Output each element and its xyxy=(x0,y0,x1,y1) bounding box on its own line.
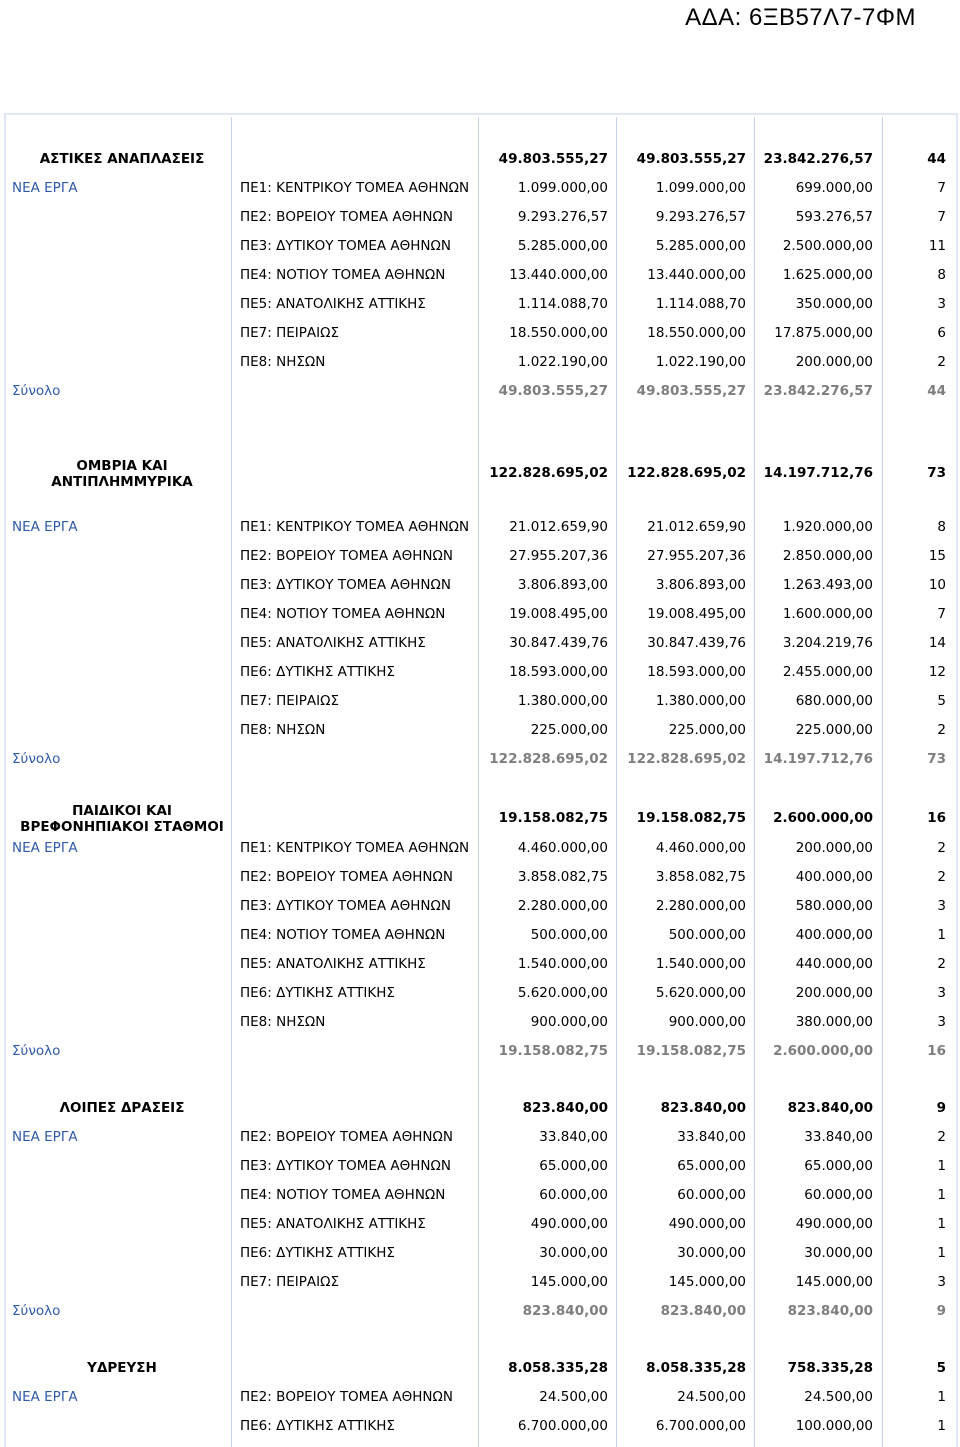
region-label: ΠΕ5: ΑΝΑΤΟΛΙΚΗΣ ΑΤΤΙΚΗΣ xyxy=(240,956,426,972)
count: 2 xyxy=(937,840,946,856)
table-row xyxy=(6,348,956,377)
region-label: ΠΕ3: ΔΥΤΙΚΟΥ ΤΟΜΕΑ ΑΘΗΝΩΝ xyxy=(240,898,451,914)
value-3: 680.000,00 xyxy=(795,693,873,709)
total-1: 19.158.082,75 xyxy=(498,1043,608,1059)
total-count: 44 xyxy=(927,383,946,399)
region-label: ΠΕ4: ΝΟΤΙΟΥ ΤΟΜΕΑ ΑΘΗΝΩΝ xyxy=(240,927,446,943)
value-1: 13.440.000,00 xyxy=(509,267,608,283)
value-2: 60.000,00 xyxy=(677,1187,746,1203)
region-label: ΠΕ2: ΒΟΡΕΙΟΥ ΤΟΜΕΑ ΑΘΗΝΩΝ xyxy=(240,548,453,564)
table-row xyxy=(6,232,956,261)
value-3: 1.263.493,00 xyxy=(782,577,873,593)
value-1: 5.620.000,00 xyxy=(517,985,608,1001)
new-works-label: ΝΕΑ ΕΡΓΑ xyxy=(12,180,78,196)
value-2: 18.550.000,00 xyxy=(647,325,746,341)
value-3: 225.000,00 xyxy=(795,722,873,738)
region-label: ΠΕ1: ΚΕΝΤΡΙΚΟΥ ΤΟΜΕΑ ΑΘΗΝΩΝ xyxy=(240,180,470,196)
value-2: 500.000,00 xyxy=(668,927,746,943)
value-1: 18.593.000,00 xyxy=(509,664,608,680)
count: 5 xyxy=(937,693,946,709)
value-2: 21.012.659,90 xyxy=(647,519,746,535)
total-label: Σύνολο xyxy=(12,1303,61,1319)
section-header-row xyxy=(6,801,956,835)
value-3: 350.000,00 xyxy=(795,296,873,312)
value-3: 145.000,00 xyxy=(795,1274,873,1290)
value-2: 18.593.000,00 xyxy=(647,664,746,680)
count: 7 xyxy=(937,209,946,225)
value-1: 900.000,00 xyxy=(530,1014,608,1030)
table-body xyxy=(6,115,956,1447)
region-label: ΠΕ5: ΑΝΑΤΟΛΙΚΗΣ ΑΤΤΙΚΗΣ xyxy=(240,635,426,651)
value-2: 900.000,00 xyxy=(668,1014,746,1030)
region-label: ΠΕ4: ΝΟΤΙΟΥ ΤΟΜΕΑ ΑΘΗΝΩΝ xyxy=(240,1187,446,1203)
value-3: 580.000,00 xyxy=(795,898,873,914)
table-row xyxy=(6,571,956,600)
section-count: 44 xyxy=(927,151,946,167)
value-1: 1.099.000,00 xyxy=(517,180,608,196)
value-3: 1.625.000,00 xyxy=(782,267,873,283)
region-label: ΠΕ8: ΝΗΣΩΝ xyxy=(240,722,326,738)
value-2: 27.955.207,36 xyxy=(647,548,746,564)
value-3: 2.500.000,00 xyxy=(782,238,873,254)
table-row xyxy=(6,319,956,348)
table-row xyxy=(6,1268,956,1297)
region-label: ΠΕ1: ΚΕΝΤΡΙΚΟΥ ΤΟΜΕΑ ΑΘΗΝΩΝ xyxy=(240,840,470,856)
region-label: ΠΕ5: ΑΝΑΤΟΛΙΚΗΣ ΑΤΤΙΚΗΣ xyxy=(240,296,426,312)
value-2: 6.700.000,00 xyxy=(655,1418,746,1434)
table-row xyxy=(6,716,956,745)
section-total-1: 8.058.335,28 xyxy=(508,1360,608,1376)
value-1: 490.000,00 xyxy=(530,1216,608,1232)
value-1: 145.000,00 xyxy=(530,1274,608,1290)
value-3: 2.850.000,00 xyxy=(782,548,873,564)
table-row xyxy=(6,658,956,687)
table-row xyxy=(6,600,956,629)
region-label: ΠΕ2: ΒΟΡΕΙΟΥ ΤΟΜΕΑ ΑΘΗΝΩΝ xyxy=(240,1389,453,1405)
value-3: 400.000,00 xyxy=(795,869,873,885)
region-label: ΠΕ6: ΔΥΤΙΚΗΣ ΑΤΤΙΚΗΣ xyxy=(240,1418,395,1434)
new-works-label: ΝΕΑ ΕΡΓΑ xyxy=(12,1129,78,1145)
section-total-3: 2.600.000,00 xyxy=(773,810,873,826)
value-3: 2.455.000,00 xyxy=(782,664,873,680)
section-total-3: 23.842.276,57 xyxy=(763,151,873,167)
count: 3 xyxy=(937,296,946,312)
region-label: ΠΕ3: ΔΥΤΙΚΟΥ ΤΟΜΕΑ ΑΘΗΝΩΝ xyxy=(240,577,451,593)
table-row xyxy=(6,834,956,863)
value-2: 30.847.439,76 xyxy=(647,635,746,651)
region-label: ΠΕ7: ΠΕΙΡΑΙΩΣ xyxy=(240,693,339,709)
value-1: 3.806.893,00 xyxy=(517,577,608,593)
total-3: 23.842.276,57 xyxy=(763,383,873,399)
region-label: ΠΕ4: ΝΟΤΙΟΥ ΤΟΜΕΑ ΑΘΗΝΩΝ xyxy=(240,606,446,622)
table-row xyxy=(6,979,956,1008)
section-total-1: 122.828.695,02 xyxy=(489,465,608,481)
section-total-1: 49.803.555,27 xyxy=(498,151,608,167)
count: 2 xyxy=(937,869,946,885)
count: 3 xyxy=(937,1014,946,1030)
section-count: 5 xyxy=(936,1360,946,1376)
count: 6 xyxy=(937,325,946,341)
region-label: ΠΕ3: ΔΥΤΙΚΟΥ ΤΟΜΕΑ ΑΘΗΝΩΝ xyxy=(240,238,451,254)
region-label: ΠΕ6: ΔΥΤΙΚΗΣ ΑΤΤΙΚΗΣ xyxy=(240,985,395,1001)
section-title-line-2: ΑΝΤΙΠΛΗΜΜΥΡΙΚΑ xyxy=(51,474,193,490)
section-total-2: 8.058.335,28 xyxy=(646,1360,746,1376)
value-1: 1.022.190,00 xyxy=(517,354,608,370)
value-1: 65.000,00 xyxy=(539,1158,608,1174)
table-row xyxy=(6,1239,956,1268)
value-3: 24.500,00 xyxy=(804,1389,873,1405)
value-2: 225.000,00 xyxy=(668,722,746,738)
count: 1 xyxy=(937,1187,946,1203)
value-2: 3.806.893,00 xyxy=(655,577,746,593)
value-3: 65.000,00 xyxy=(804,1158,873,1174)
budget-table xyxy=(4,113,958,1447)
value-1: 1.540.000,00 xyxy=(517,956,608,972)
value-2: 65.000,00 xyxy=(677,1158,746,1174)
value-3: 200.000,00 xyxy=(795,840,873,856)
table-row xyxy=(6,203,956,232)
count: 2 xyxy=(937,956,946,972)
count: 2 xyxy=(937,354,946,370)
section-header-row xyxy=(6,1094,956,1123)
total-row xyxy=(6,1037,956,1066)
value-2: 3.858.082,75 xyxy=(655,869,746,885)
table-row xyxy=(6,290,956,319)
value-1: 1.380.000,00 xyxy=(517,693,608,709)
count: 1 xyxy=(937,1389,946,1405)
value-1: 19.008.495,00 xyxy=(509,606,608,622)
table-row xyxy=(6,1383,956,1412)
section-total-2: 823.840,00 xyxy=(660,1100,746,1116)
value-1: 24.500,00 xyxy=(539,1389,608,1405)
total-3: 14.197.712,76 xyxy=(763,751,873,767)
region-label: ΠΕ8: ΝΗΣΩΝ xyxy=(240,354,326,370)
total-label: Σύνολο xyxy=(12,383,61,399)
count: 1 xyxy=(937,1216,946,1232)
value-3: 3.204.219,76 xyxy=(782,635,873,651)
region-label: ΠΕ2: ΒΟΡΕΙΟΥ ΤΟΜΕΑ ΑΘΗΝΩΝ xyxy=(240,869,453,885)
count: 10 xyxy=(928,577,946,593)
table-row xyxy=(6,687,956,716)
total-label: Σύνολο xyxy=(12,751,61,767)
value-1: 18.550.000,00 xyxy=(509,325,608,341)
section-title: ΑΣΤΙΚΕΣ ΑΝΑΠΛΑΣΕΙΣ xyxy=(39,151,205,167)
section-total-3: 823.840,00 xyxy=(787,1100,873,1116)
section-header-row xyxy=(6,1354,956,1383)
value-2: 145.000,00 xyxy=(668,1274,746,1290)
count: 1 xyxy=(937,1418,946,1434)
value-1: 27.955.207,36 xyxy=(509,548,608,564)
value-2: 1.114.088,70 xyxy=(655,296,746,312)
total-1: 823.840,00 xyxy=(522,1303,608,1319)
new-works-label: ΝΕΑ ΕΡΓΑ xyxy=(12,519,78,535)
document-id: ΑΔΑ: 6ΞΒ57Λ7-7ΦΜ xyxy=(685,4,916,31)
count: 1 xyxy=(937,1158,946,1174)
table-row xyxy=(6,892,956,921)
total-count: 73 xyxy=(927,751,946,767)
section-header-row xyxy=(6,145,956,174)
region-label: ΠΕ6: ΔΥΤΙΚΗΣ ΑΤΤΙΚΗΣ xyxy=(240,1245,395,1261)
value-1: 33.840,00 xyxy=(539,1129,608,1145)
table-row xyxy=(6,1412,956,1441)
section-count: 9 xyxy=(936,1100,946,1116)
total-2: 19.158.082,75 xyxy=(636,1043,746,1059)
section-total-1: 823.840,00 xyxy=(522,1100,608,1116)
value-3: 33.840,00 xyxy=(804,1129,873,1145)
value-1: 500.000,00 xyxy=(530,927,608,943)
value-3: 380.000,00 xyxy=(795,1014,873,1030)
section-total-3: 758.335,28 xyxy=(787,1360,873,1376)
value-1: 21.012.659,90 xyxy=(509,519,608,535)
count: 1 xyxy=(937,927,946,943)
total-row xyxy=(6,377,956,406)
value-2: 24.500,00 xyxy=(677,1389,746,1405)
new-works-label: ΝΕΑ ΕΡΓΑ xyxy=(12,840,78,856)
total-2: 823.840,00 xyxy=(660,1303,746,1319)
value-3: 1.920.000,00 xyxy=(782,519,873,535)
value-2: 2.280.000,00 xyxy=(655,898,746,914)
total-row xyxy=(6,1297,956,1326)
table-row xyxy=(6,174,956,203)
table-row xyxy=(6,629,956,658)
region-label: ΠΕ2: ΒΟΡΕΙΟΥ ΤΟΜΕΑ ΑΘΗΝΩΝ xyxy=(240,209,453,225)
value-1: 9.293.276,57 xyxy=(517,209,608,225)
value-3: 100.000,00 xyxy=(795,1418,873,1434)
section-title-line-2: ΒΡΕΦΟΝΗΠΙΑΚΟΙ ΣΤΑΘΜΟΙ xyxy=(20,819,224,835)
count: 3 xyxy=(937,898,946,914)
value-2: 1.099.000,00 xyxy=(655,180,746,196)
value-1: 5.285.000,00 xyxy=(517,238,608,254)
count: 11 xyxy=(928,238,946,254)
value-2: 33.840,00 xyxy=(677,1129,746,1145)
section-total-1: 19.158.082,75 xyxy=(498,810,608,826)
total-3: 2.600.000,00 xyxy=(773,1043,873,1059)
value-3: 1.600.000,00 xyxy=(782,606,873,622)
value-3: 200.000,00 xyxy=(795,354,873,370)
count: 3 xyxy=(937,985,946,1001)
value-3: 30.000,00 xyxy=(804,1245,873,1261)
section-title-line-1: ΟΜΒΡΙΑ ΚΑΙ xyxy=(76,458,168,474)
total-count: 9 xyxy=(936,1303,946,1319)
region-label: ΠΕ8: ΝΗΣΩΝ xyxy=(240,1014,326,1030)
value-3: 200.000,00 xyxy=(795,985,873,1001)
region-label: ΠΕ5: ΑΝΑΤΟΛΙΚΗΣ ΑΤΤΙΚΗΣ xyxy=(240,1216,426,1232)
table-row xyxy=(6,542,956,571)
value-2: 5.620.000,00 xyxy=(655,985,746,1001)
section-count: 16 xyxy=(927,810,946,826)
count: 15 xyxy=(928,548,946,564)
value-3: 440.000,00 xyxy=(795,956,873,972)
count: 7 xyxy=(937,606,946,622)
value-2: 5.285.000,00 xyxy=(655,238,746,254)
table-row xyxy=(6,513,956,542)
table-row xyxy=(6,950,956,979)
section-header-row xyxy=(6,456,956,490)
table-row xyxy=(6,261,956,290)
value-1: 225.000,00 xyxy=(530,722,608,738)
region-label: ΠΕ4: ΝΟΤΙΟΥ ΤΟΜΕΑ ΑΘΗΝΩΝ xyxy=(240,267,446,283)
value-1: 6.700.000,00 xyxy=(517,1418,608,1434)
value-2: 19.008.495,00 xyxy=(647,606,746,622)
total-label: Σύνολο xyxy=(12,1043,61,1059)
count: 8 xyxy=(937,519,946,535)
value-2: 1.380.000,00 xyxy=(655,693,746,709)
region-label: ΠΕ7: ΠΕΙΡΑΙΩΣ xyxy=(240,1274,339,1290)
section-count: 73 xyxy=(927,465,946,481)
new-works-label: ΝΕΑ ΕΡΓΑ xyxy=(12,1389,78,1405)
section-total-3: 14.197.712,76 xyxy=(763,465,873,481)
value-3: 60.000,00 xyxy=(804,1187,873,1203)
region-label: ΠΕ6: ΔΥΤΙΚΗΣ ΑΤΤΙΚΗΣ xyxy=(240,664,395,680)
value-2: 13.440.000,00 xyxy=(647,267,746,283)
value-1: 30.847.439,76 xyxy=(509,635,608,651)
value-2: 1.540.000,00 xyxy=(655,956,746,972)
count: 2 xyxy=(937,722,946,738)
section-title: ΛΟΙΠΕΣ ΔΡΑΣΕΙΣ xyxy=(59,1100,185,1116)
count: 12 xyxy=(928,664,946,680)
count: 2 xyxy=(937,1129,946,1145)
region-label: ΠΕ1: ΚΕΝΤΡΙΚΟΥ ΤΟΜΕΑ ΑΘΗΝΩΝ xyxy=(240,519,470,535)
value-1: 1.114.088,70 xyxy=(517,296,608,312)
table-row xyxy=(6,1152,956,1181)
section-total-2: 122.828.695,02 xyxy=(627,465,746,481)
total-count: 16 xyxy=(927,1043,946,1059)
total-1: 49.803.555,27 xyxy=(498,383,608,399)
section-title xyxy=(12,803,232,835)
value-1: 60.000,00 xyxy=(539,1187,608,1203)
value-2: 4.460.000,00 xyxy=(655,840,746,856)
table-row xyxy=(6,1181,956,1210)
table-row xyxy=(6,1123,956,1152)
value-1: 2.280.000,00 xyxy=(517,898,608,914)
table-row xyxy=(6,1008,956,1037)
value-2: 1.022.190,00 xyxy=(655,354,746,370)
table-row xyxy=(6,863,956,892)
value-3: 400.000,00 xyxy=(795,927,873,943)
value-3: 17.875.000,00 xyxy=(774,325,873,341)
count: 14 xyxy=(928,635,946,651)
value-1: 4.460.000,00 xyxy=(517,840,608,856)
section-total-2: 49.803.555,27 xyxy=(636,151,746,167)
total-2: 122.828.695,02 xyxy=(627,751,746,767)
table-row xyxy=(6,921,956,950)
value-2: 30.000,00 xyxy=(677,1245,746,1261)
value-3: 593.276,57 xyxy=(795,209,873,225)
section-title xyxy=(12,458,232,490)
value-1: 30.000,00 xyxy=(539,1245,608,1261)
count: 3 xyxy=(937,1274,946,1290)
count: 1 xyxy=(937,1245,946,1261)
region-label: ΠΕ7: ΠΕΙΡΑΙΩΣ xyxy=(240,325,339,341)
value-1: 3.858.082,75 xyxy=(517,869,608,885)
section-title: ΥΔΡΕΥΣΗ xyxy=(87,1360,157,1376)
value-2: 490.000,00 xyxy=(668,1216,746,1232)
section-title-line-1: ΠΑΙΔΙΚΟΙ ΚΑΙ xyxy=(72,803,172,819)
count: 7 xyxy=(937,180,946,196)
region-label: ΠΕ2: ΒΟΡΕΙΟΥ ΤΟΜΕΑ ΑΘΗΝΩΝ xyxy=(240,1129,453,1145)
total-3: 823.840,00 xyxy=(787,1303,873,1319)
value-2: 9.293.276,57 xyxy=(655,209,746,225)
region-label: ΠΕ3: ΔΥΤΙΚΟΥ ΤΟΜΕΑ ΑΘΗΝΩΝ xyxy=(240,1158,451,1174)
total-2: 49.803.555,27 xyxy=(636,383,746,399)
total-1: 122.828.695,02 xyxy=(489,751,608,767)
table-row xyxy=(6,1210,956,1239)
value-3: 699.000,00 xyxy=(795,180,873,196)
value-3: 490.000,00 xyxy=(795,1216,873,1232)
total-row xyxy=(6,745,956,774)
count: 8 xyxy=(937,267,946,283)
section-total-2: 19.158.082,75 xyxy=(636,810,746,826)
